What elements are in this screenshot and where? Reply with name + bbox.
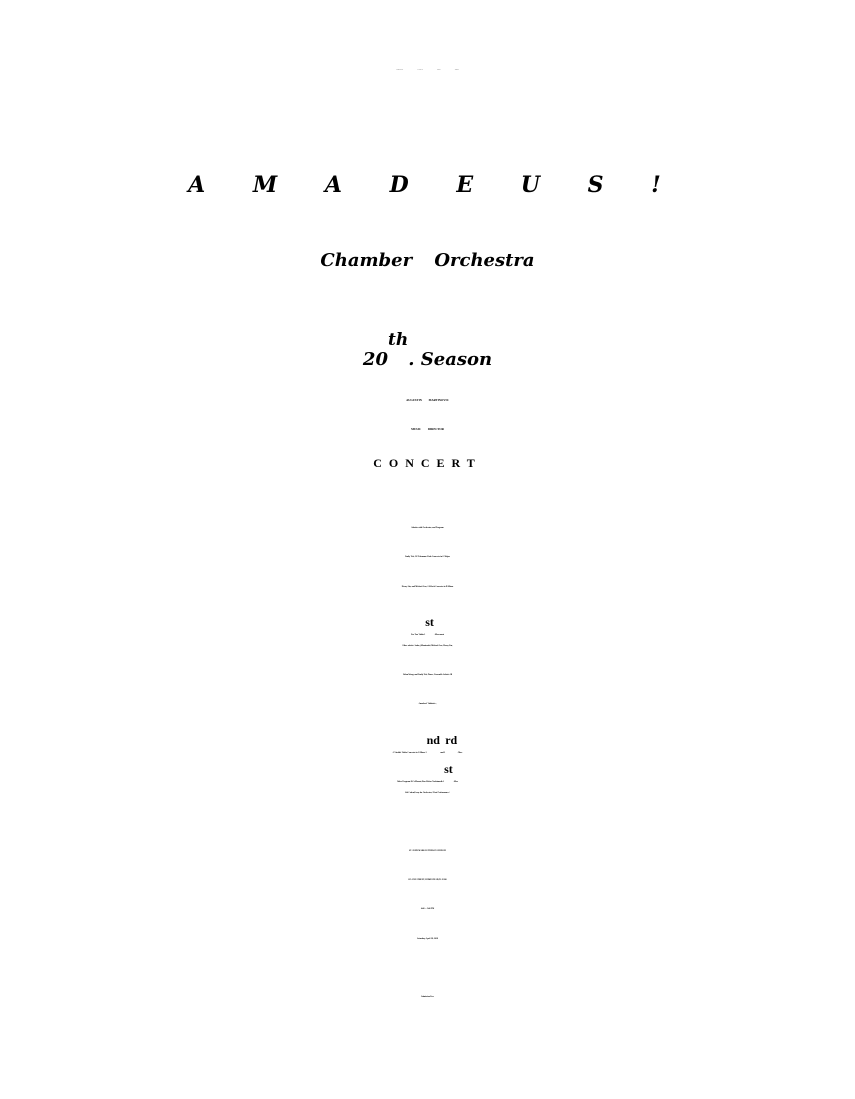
venue-address: 225 ANN STREET, HOMESTEAD,PA 15120 bbox=[408, 879, 447, 881]
ordinal-suffix: nd bbox=[426, 733, 440, 747]
program-line bbox=[0, 733, 855, 754]
program-text: .and 3 bbox=[439, 752, 446, 754]
director-name: AUGUSTIN MARTINOVIC bbox=[406, 398, 449, 402]
season-number: 20 bbox=[362, 349, 388, 370]
program-heading: Soloists with Orchestra, and Program bbox=[411, 527, 444, 529]
program-text: For Two Violin 1 bbox=[410, 634, 426, 636]
ordinal-suffix: st bbox=[425, 615, 434, 629]
program-line: Sid Cohen,Essay for Orchestra,/ First Performance / bbox=[405, 792, 450, 794]
program-text: . Mov. bbox=[452, 781, 459, 783]
orchestra-title: A M A D E U S ! bbox=[188, 172, 681, 198]
program-line: Henry Lin, and Michael Gao, J.S.Bach Concerto in D Minor bbox=[401, 586, 454, 588]
season-rest: . Season bbox=[408, 349, 493, 370]
program-line: Yalun Wang, and Emily Yeh, Piano , Ensemble Soloist-All bbox=[402, 674, 453, 676]
concert-date: Saturday, April 28, 2018 bbox=[417, 938, 438, 940]
program-text: . Mov. bbox=[457, 752, 463, 754]
program-text: A.Vivaldi: Violin Concerto in A Minor 2 bbox=[392, 752, 427, 754]
ordinal-suffix: st bbox=[444, 762, 453, 776]
studio-name: MARTINOVIC CLASSICAL MUSIC STUDIO bbox=[396, 70, 459, 71]
program-line: Emily Yeh, J.F.Telemann:Viola Concerto in G Major bbox=[405, 556, 450, 558]
venue-name: ST. JOHN MARK LUTHERAN CHURCH bbox=[409, 850, 446, 852]
program-line bbox=[0, 762, 855, 783]
season-label bbox=[0, 330, 855, 370]
program-text: . Movement bbox=[433, 634, 445, 636]
program-text: Other Program:W.A.Mozart,Eine Kleine Nachtmusik 1 bbox=[396, 781, 445, 783]
program-line bbox=[0, 615, 855, 636]
program-line: Other soloist: Andrej Momiroski, Michael Gao, Henry Lin, bbox=[402, 645, 453, 647]
admission-note: Admission Free bbox=[420, 996, 435, 998]
orchestra-subtitle: Chamber Orchestra bbox=[320, 250, 535, 271]
event-type: CONCERT bbox=[373, 456, 482, 470]
program-line: Amadeus! Violinists , bbox=[418, 703, 437, 705]
concert-time: 4:00 -- 5:00 PM bbox=[420, 908, 435, 910]
director-role: MUSIC DIRECTOR bbox=[411, 427, 444, 431]
ordinal-suffix: rd bbox=[445, 733, 458, 747]
season-suffix: th bbox=[387, 330, 409, 350]
